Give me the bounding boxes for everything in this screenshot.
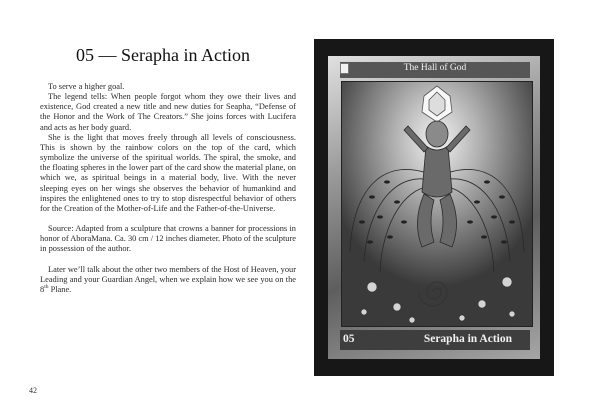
closing-end: Plane. bbox=[48, 284, 72, 294]
body-text bbox=[40, 82, 296, 295]
card-name: Serapha in Action bbox=[423, 333, 512, 345]
page-number: 42 bbox=[29, 386, 37, 395]
card-illustration bbox=[341, 81, 533, 327]
paragraph-source: Source: Adapted from a sculpture that crowns a banner for processions in honor of AboraMana. Ca. 30 cm / 12 inches diameter. Photo of the sculpture in possession of the author. bbox=[40, 224, 296, 254]
closing-superscript: th bbox=[44, 284, 49, 291]
page-title: 05 — Serapha in Action bbox=[76, 45, 250, 65]
paragraph-legend: The legend tells: When people forgot whom they owe their lives and existence, God created a new title and new duties for Seapha, “Defense of the Honor and the Work of The Creators.” She joins forces with Lucifera and acts as her body guard. bbox=[40, 92, 296, 132]
serapha-illustration bbox=[342, 82, 532, 326]
paragraph-light: She is the light that moves freely through all levels of consciousness. This is shown by the rainbow colors on the top of the card, which symbolize the universe of the spiritual worlds. The spiral, the smoke, and the floating spheres in the lower part of the card show the material plane, on which we, as spiritual beings in a material body, live. With the never sleeping eyes on her wings she observes the behavior of humankind and inspires the enlightened ones to try to stop disrespectful behavior of others for the Creation of the Mother-of-Life and the Father-of-the-Universe. bbox=[40, 132, 296, 213]
card-heading: The Hall of God bbox=[403, 63, 467, 73]
card-number: 05 bbox=[343, 333, 355, 345]
closing-text: Later we’ll talk about the other two members of the Host of Heaven, your Leading and your Guardian Angel, when we explain how we see you on the 8 bbox=[40, 264, 296, 294]
paragraph-intro: To serve a higher goal. bbox=[48, 82, 125, 91]
paragraph-closing bbox=[40, 265, 296, 295]
